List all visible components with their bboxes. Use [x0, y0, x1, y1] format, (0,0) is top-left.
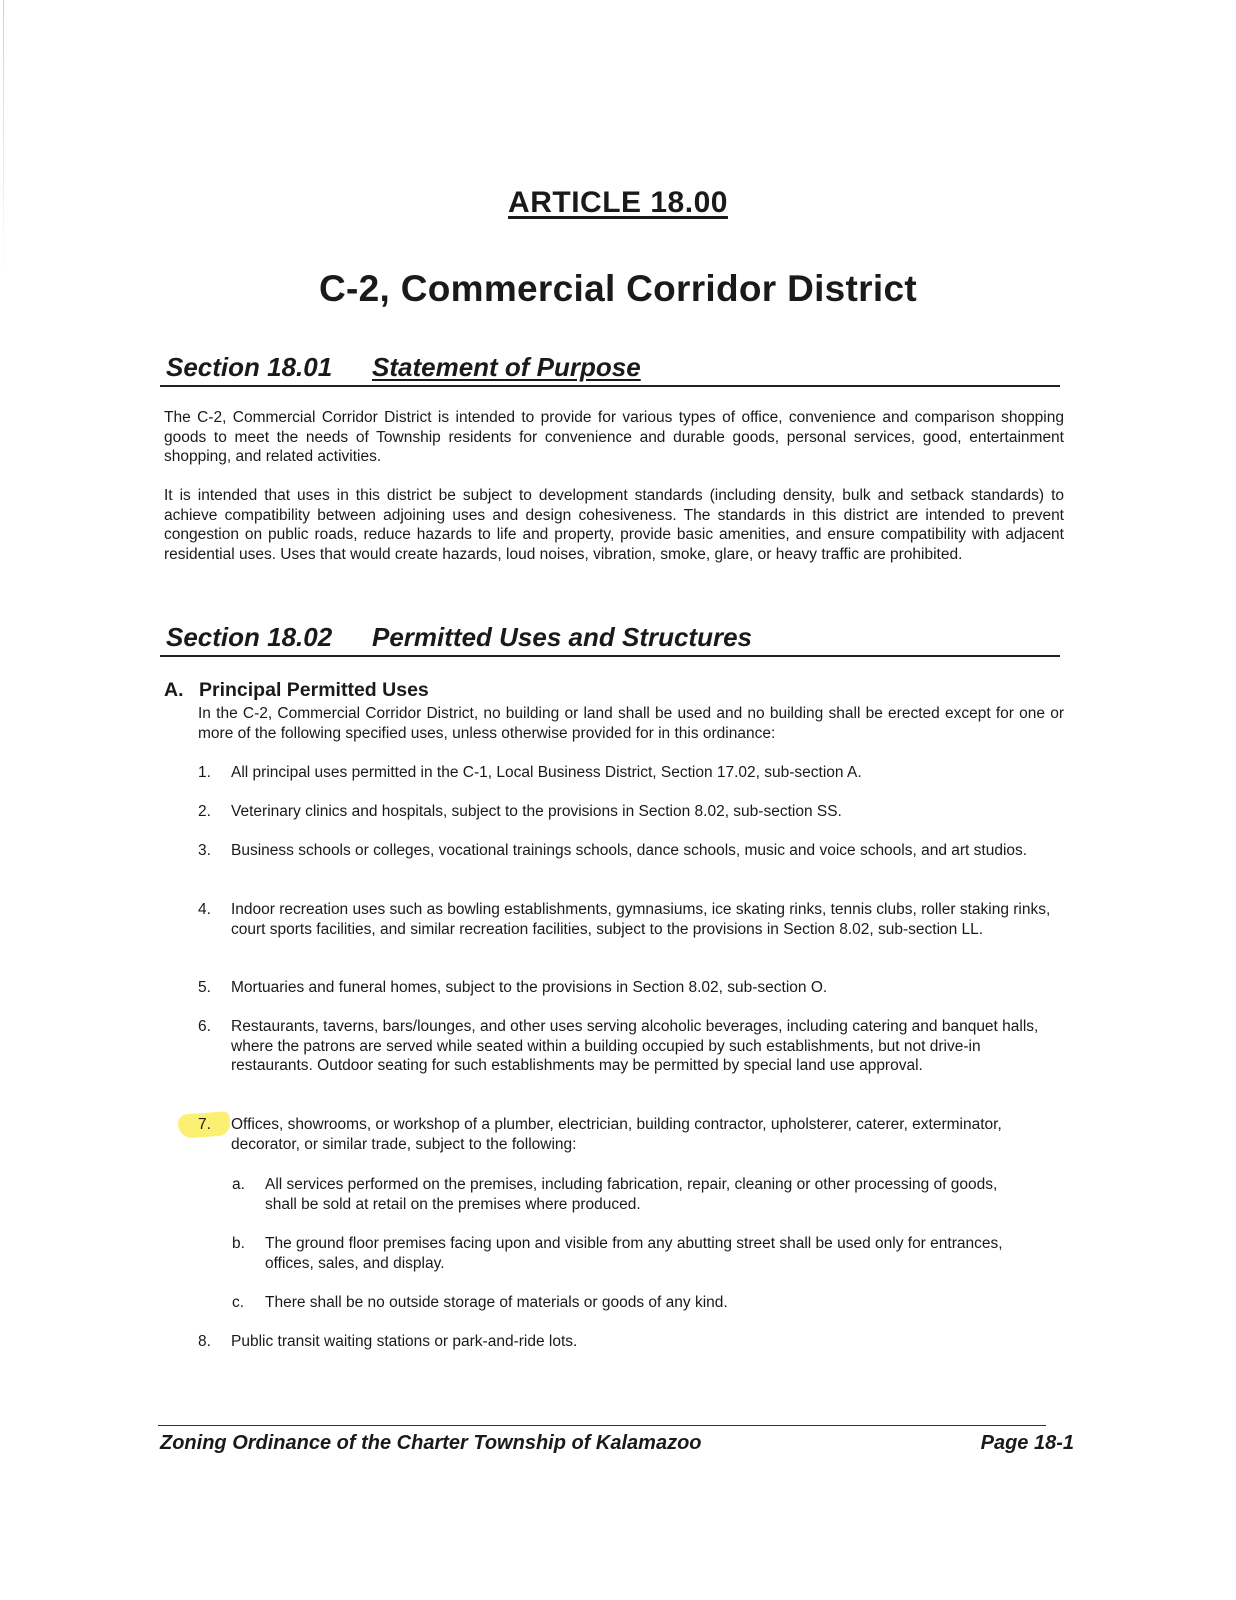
- article-heading: ARTICLE 18.00: [508, 186, 728, 219]
- item-text: Mortuaries and funeral homes, subject to the provisions in Section 8.02, sub-section O.: [231, 979, 828, 996]
- item-text: Public transit waiting stations or park-and-ride lots.: [231, 1333, 578, 1350]
- item-letter: b.: [232, 1235, 245, 1252]
- list-item: [198, 802, 1064, 822]
- purpose-paragraph-2: It is intended that uses in this district be subject to development standards (including density, bulk and setback standards) to achieve compatibility between adjoining uses and design cohesiveness. The standards in this district are intended to prevent congestion on public roads, reduce hazards to life and property, provide basic amenities, and ensure compatibility with adjacent residential uses. Uses that would create hazards, loud noises, vibration, smoke, glare, or heavy traffic are prohibited.: [164, 487, 1064, 563]
- page-number: Page 18-1: [980, 1432, 1074, 1454]
- subsection-heading: [164, 679, 429, 702]
- section-number: Section 18.02: [166, 622, 333, 652]
- list-item: [198, 978, 1064, 998]
- subsection-title: Principal Permitted Uses: [199, 679, 429, 701]
- list-item: [198, 900, 1064, 939]
- item-letter: c.: [232, 1294, 245, 1311]
- section-title: Permitted Uses and Structures: [372, 622, 753, 652]
- list-item: [198, 1332, 1064, 1352]
- item-letter: a.: [232, 1176, 245, 1193]
- footer-title: Zoning Ordinance of the Charter Township of Kalamazoo: [160, 1432, 702, 1454]
- item-number: 3.: [198, 842, 211, 859]
- section-title: Statement of Purpose: [372, 352, 641, 382]
- list-item: [232, 1234, 1032, 1273]
- item-text: All principal uses permitted in the C-1, Local Business District, Section 17.02, sub-section A.: [231, 764, 862, 781]
- item-number: 5.: [198, 979, 211, 996]
- subsection-letter: A.: [164, 679, 184, 701]
- item-text: The ground floor premises facing upon and visible from any abutting street shall be used only for entrances, offices, sales, and display.: [265, 1235, 1003, 1272]
- item-number: 8.: [198, 1333, 211, 1350]
- item-number: 4.: [198, 901, 211, 918]
- item-text: Veterinary clinics and hospitals, subject to the provisions in Section 8.02, sub-section SS.: [231, 803, 842, 820]
- list-item: [198, 763, 1064, 783]
- item-text: Restaurants, taverns, bars/lounges, and other uses serving alcoholic beverages, including catering and banquet halls, where the patrons are served while seated within a building occupied by such establishments, but not drive-in restaurants. Outdoor seating for such establishments may be permitted by special land use approval.: [231, 1018, 1039, 1075]
- item-text: There shall be no outside storage of materials or goods of any kind.: [265, 1294, 728, 1311]
- item-text: Business schools or colleges, vocational trainings schools, dance schools, music and voice schools, and art studios.: [231, 842, 1028, 859]
- list-item: [198, 1115, 1064, 1154]
- item-text: Offices, showrooms, or workshop of a plumber, electrician, building contractor, upholsterer, caterer, exterminator, decorator, or similar trade, subject to the following:: [231, 1116, 1002, 1153]
- section-heading-purpose: [160, 347, 1060, 387]
- item-text: All services performed on the premises, including fabrication, repair, cleaning or other processing of goods, shall be sold at retail on the premises where produced.: [265, 1176, 998, 1213]
- subsection-intro: In the C-2, Commercial Corridor District, no building or land shall be used and no building shall be erected except for one or more of the following specified uses, unless otherwise provided for in this ordinance:: [198, 705, 1064, 742]
- footer-divider: [158, 1425, 1046, 1426]
- section-heading-permitted-uses: [160, 617, 1060, 657]
- item-number: 7.: [198, 1116, 211, 1133]
- list-item: [232, 1293, 1032, 1313]
- district-title: C-2, Commercial Corridor District: [319, 268, 917, 309]
- item-number: 1.: [198, 764, 211, 781]
- scan-edge-shadow: [3, 0, 4, 280]
- list-item: [232, 1175, 1032, 1214]
- item-number: 2.: [198, 803, 211, 820]
- item-number: 6.: [198, 1018, 211, 1035]
- item-text: Indoor recreation uses such as bowling establishments, gymnasiums, ice skating rinks, tennis clubs, roller staking rinks, court sports facilities, and similar recreation facilities, subject to the provisions in Section 8.02, sub-section LL.: [231, 901, 1051, 938]
- list-item: [198, 841, 1064, 861]
- purpose-paragraph-1: The C-2, Commercial Corridor District is intended to provide for various types of office, convenience and comparison shopping goods to meet the needs of Township residents for convenience and durable goods, personal services, good, entertainment shopping, and related activities.: [164, 409, 1064, 466]
- section-number: Section 18.01: [166, 352, 333, 382]
- list-item: [198, 1017, 1064, 1076]
